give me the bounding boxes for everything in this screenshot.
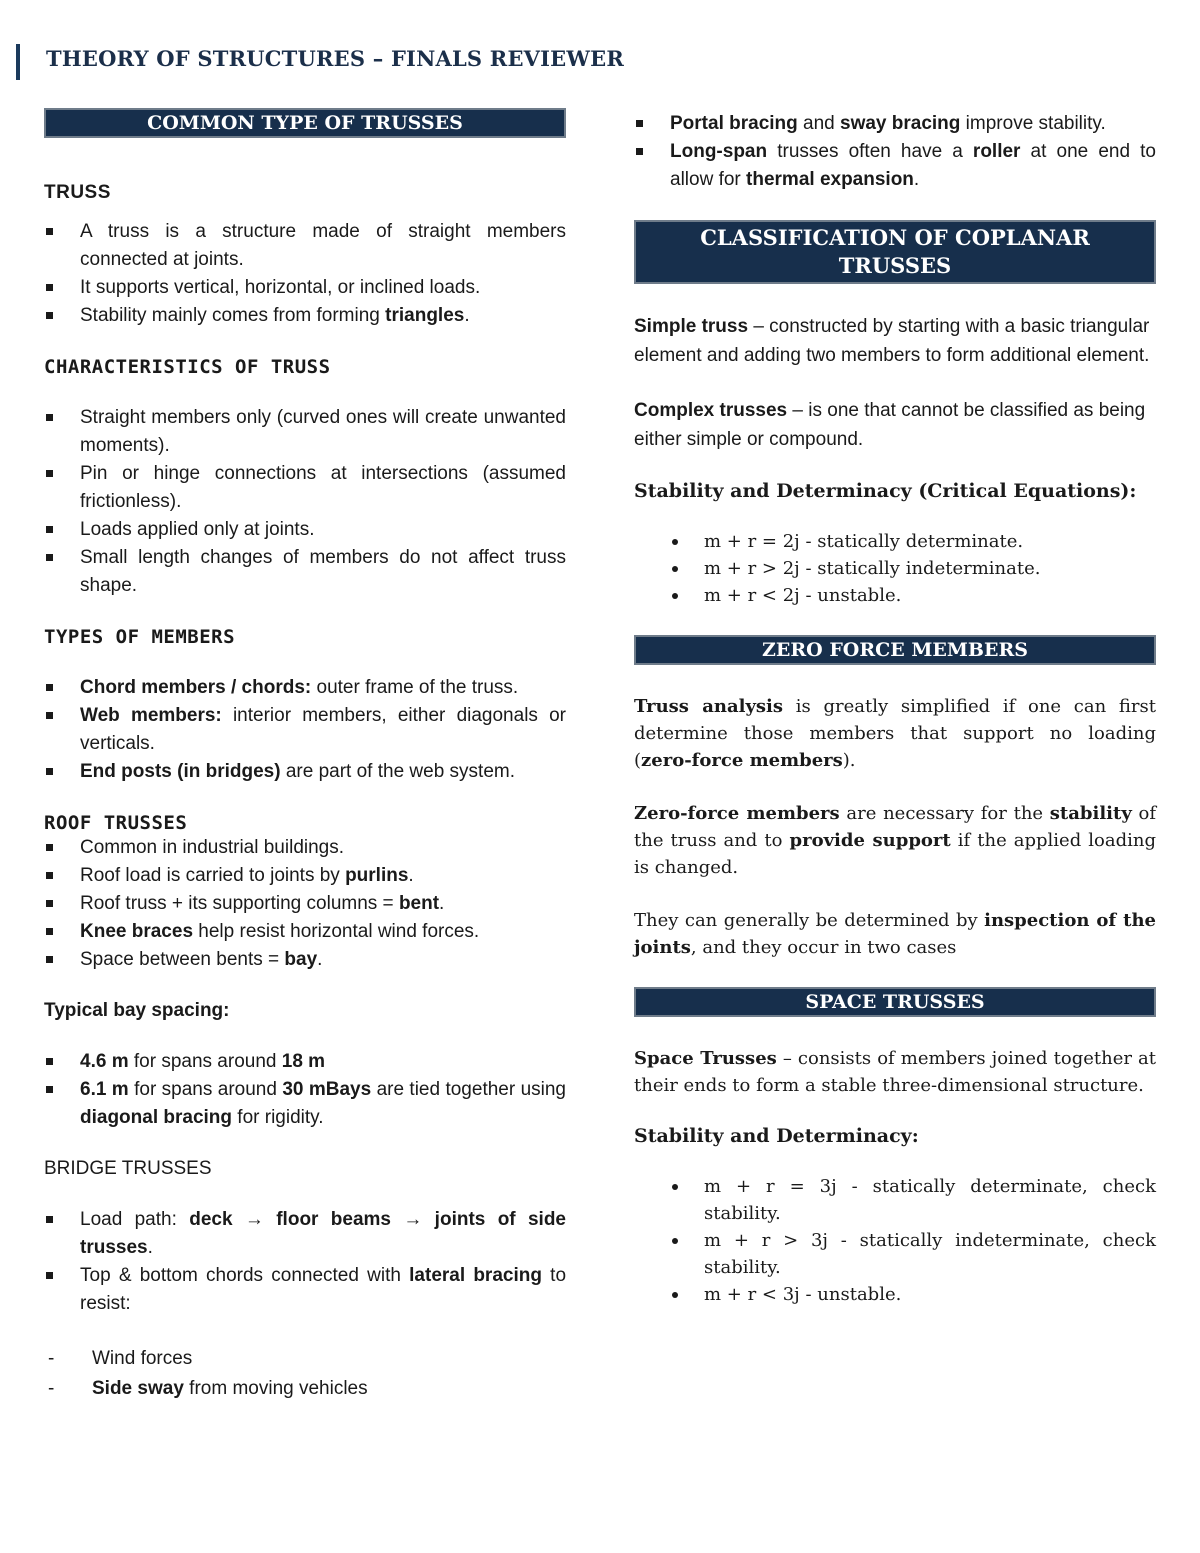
section-header-zero-force: ZERO FORCE MEMBERS bbox=[634, 635, 1156, 665]
list-item: It supports vertical, horizontal, or inclined loads. bbox=[44, 274, 566, 302]
bracing-list bbox=[634, 110, 1156, 194]
coplanar-equations-list bbox=[634, 528, 1156, 609]
left-column bbox=[44, 108, 566, 1404]
list-item: 4.6 m for spans around 18 m bbox=[44, 1048, 566, 1076]
zero-force-paragraph-3: They can generally be determined by inspection of the joints, and they occur in two cases bbox=[634, 910, 1157, 958]
list-item: Straight members only (curved ones will create unwanted moments). bbox=[44, 404, 566, 460]
list-item: Knee braces help resist horizontal wind forces. bbox=[44, 918, 566, 946]
members-list bbox=[44, 674, 566, 786]
list-item: Top & bottom chords connected with lateral bracing to resist: bbox=[44, 1262, 566, 1318]
list-item: Space between bents = bay. bbox=[44, 946, 566, 974]
right-column bbox=[634, 110, 1156, 1308]
list-item: Common in industrial buildings. bbox=[44, 834, 566, 862]
list-item: Portal bracing and sway bracing improve stability. bbox=[634, 110, 1156, 138]
list-item: - Wind forces bbox=[44, 1344, 566, 1374]
list-item: Chord members / chords: outer frame of the truss. bbox=[44, 674, 566, 702]
bridge-list bbox=[44, 1206, 566, 1318]
heading-types-of-members: TYPES OF MEMBERS bbox=[44, 626, 236, 648]
zero-force-paragraph-1: Truss analysis is greatly simplified if one can first determine those members that support no loading (zero-force members). bbox=[634, 696, 1156, 771]
title-accent-bar bbox=[16, 44, 20, 80]
bay-list bbox=[44, 1048, 566, 1132]
zero-force-paragraph-2: Zero-force members are necessary for the stability of the truss and to provide support if the applied loading is changed. bbox=[634, 803, 1157, 878]
section-header-common-trusses: COMMON TYPE OF TRUSSES bbox=[44, 108, 566, 138]
list-item: Roof truss + its supporting columns = bent. bbox=[44, 890, 566, 918]
list-item: Load path: deck → floor beams → joints of side trusses. bbox=[44, 1206, 566, 1262]
list-item: A truss is a structure made of straight members connected at joints. bbox=[44, 218, 566, 274]
complex-truss-paragraph: Complex trusses – is one that cannot be classified as being either simple or compound. bbox=[634, 400, 1146, 450]
space-truss-paragraph: Space Trusses – consists of members joined together at their ends to form a stable three-dimensional structure. bbox=[634, 1048, 1156, 1096]
list-item: Stability mainly comes from forming triangles. bbox=[44, 302, 566, 330]
characteristics-list bbox=[44, 404, 566, 600]
heading-space-stability: Stability and Determinacy: bbox=[634, 1125, 919, 1147]
list-item: Small length changes of members do not affect truss shape. bbox=[44, 544, 566, 600]
list-item: m + r > 3j - statically indeterminate, check stability. bbox=[668, 1227, 1156, 1281]
list-item: End posts (in bridges) are part of the web system. bbox=[44, 758, 566, 786]
list-item: Loads applied only at joints. bbox=[44, 516, 566, 544]
heading-roof-trusses: ROOF TRUSSES bbox=[44, 812, 188, 834]
list-item: m + r > 2j - statically indeterminate. bbox=[668, 555, 1156, 582]
section-header-space-trusses: SPACE TRUSSES bbox=[634, 987, 1156, 1017]
heading-bridge-trusses: BRIDGE TRUSSES bbox=[44, 1158, 212, 1179]
list-item: Pin or hinge connections at intersections (assumed frictionless). bbox=[44, 460, 566, 516]
heading-characteristics: CHARACTERISTICS OF TRUSS bbox=[44, 356, 331, 378]
section-header-coplanar: CLASSIFICATION OF COPLANAR TRUSSES bbox=[634, 220, 1156, 284]
space-equations-list bbox=[634, 1173, 1156, 1308]
list-item: m + r = 3j - statically determinate, check stability. bbox=[668, 1173, 1156, 1227]
page-title: THEORY OF STRUCTURES – FINALS REVIEWER bbox=[46, 46, 625, 71]
list-item: m + r = 2j - statically determinate. bbox=[668, 528, 1156, 555]
heading-bay-spacing: Typical bay spacing: bbox=[44, 1000, 230, 1021]
heading-critical-equations: Stability and Determinacy (Critical Equations): bbox=[634, 480, 1137, 502]
bridge-dash-list bbox=[44, 1344, 566, 1404]
truss-list bbox=[44, 218, 566, 330]
roof-list bbox=[44, 834, 566, 974]
list-item: Web members: interior members, either diagonals or verticals. bbox=[44, 702, 566, 758]
heading-truss: TRUSS bbox=[44, 182, 111, 203]
list-item: 6.1 m for spans around 30 mBays are tied together using diagonal bracing for rigidity. bbox=[44, 1076, 566, 1132]
simple-truss-paragraph: Simple truss – constructed by starting with a basic triangular element and adding two members to form additional element. bbox=[634, 316, 1150, 366]
list-item: m + r < 2j - unstable. bbox=[668, 582, 1156, 609]
list-item: m + r < 3j - unstable. bbox=[668, 1281, 1156, 1308]
list-item: Roof load is carried to joints by purlins. bbox=[44, 862, 566, 890]
list-item: - Side sway from moving vehicles bbox=[44, 1374, 566, 1404]
list-item: Long-span trusses often have a roller at one end to allow for thermal expansion. bbox=[634, 138, 1156, 194]
